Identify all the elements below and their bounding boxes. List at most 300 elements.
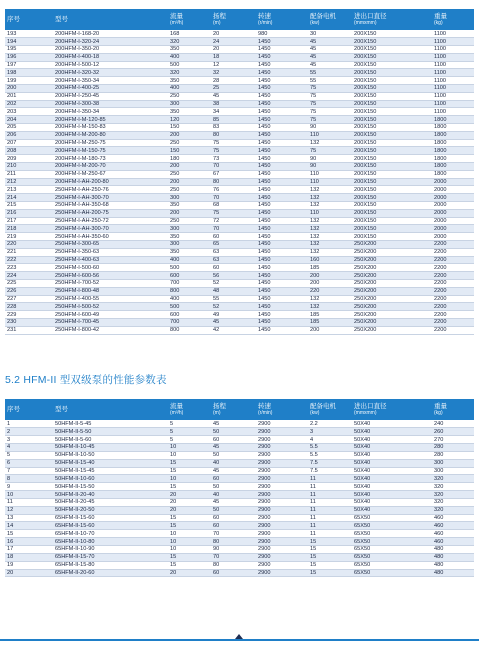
table-cell: 460: [432, 530, 474, 538]
table-cell: 196: [5, 53, 53, 61]
table-cell: 11: [308, 514, 352, 522]
table-cell: 60: [211, 264, 256, 272]
table-cell: 3: [5, 436, 53, 444]
table-header-row: [5, 399, 474, 420]
table-cell: 320: [432, 506, 474, 514]
table-cell: 1450: [256, 61, 308, 69]
table-cell: 216: [5, 209, 53, 217]
table-cell: 50X40: [352, 420, 432, 428]
table-cell: 320: [432, 491, 474, 499]
table-cell: 70: [211, 163, 256, 171]
table-cell: 132: [308, 194, 352, 202]
table-cell: 210: [5, 163, 53, 171]
table-cell: 65HFM-II-10-80: [53, 538, 168, 546]
table-cell: 65X50: [352, 546, 432, 554]
table-cell: 250HFM-I-AH-300-70: [53, 225, 168, 233]
column-header-label: 进出口直径: [354, 402, 387, 410]
table-cell: 400: [168, 256, 211, 264]
table-row: [5, 155, 474, 163]
table-cell: 200X150: [352, 178, 432, 186]
column-header: [352, 9, 432, 30]
table-cell: 75: [308, 108, 352, 116]
table-cell: 132: [308, 186, 352, 194]
table-cell: 52: [211, 303, 256, 311]
table-cell: 4: [5, 444, 53, 452]
table-cell: 200HFM-I-M-180-73: [53, 155, 168, 163]
table-body: [5, 420, 474, 577]
table-cell: 250X200: [352, 248, 432, 256]
column-header-label: 重量: [434, 12, 447, 20]
table-cell: 132: [308, 248, 352, 256]
table-cell: 132: [308, 217, 352, 225]
table-row: [5, 280, 474, 288]
table-row: [5, 225, 474, 233]
table-cell: 205: [5, 124, 53, 132]
table-row: [5, 287, 474, 295]
table-cell: 83: [211, 124, 256, 132]
table-cell: 1800: [432, 139, 474, 147]
table-row: [5, 124, 474, 132]
table-cell: 52: [211, 280, 256, 288]
table-cell: 160: [308, 256, 352, 264]
column-header: [168, 9, 211, 30]
column-header: [432, 9, 474, 30]
table-cell: 50: [211, 483, 256, 491]
table-cell: 55: [211, 295, 256, 303]
table-row: [5, 475, 474, 483]
table-cell: 10: [168, 444, 211, 452]
performance-table-hfm-ii: [5, 399, 474, 577]
table-cell: 200X150: [352, 46, 432, 54]
table-cell: 1100: [432, 85, 474, 93]
column-header-label: 序号: [7, 406, 20, 413]
table-cell: 75: [211, 139, 256, 147]
table-cell: 11: [5, 498, 53, 506]
table-cell: 250X200: [352, 287, 432, 295]
table-cell: 2000: [432, 225, 474, 233]
table-cell: 200HFM-I-250-45: [53, 92, 168, 100]
table-cell: 350: [168, 77, 211, 85]
table-cell: 15: [5, 530, 53, 538]
table-cell: 13: [5, 514, 53, 522]
table-cell: 1100: [432, 61, 474, 69]
table-cell: 200X150: [352, 163, 432, 171]
table-cell: 250HFM-I-500-60: [53, 264, 168, 272]
column-header-label: 转速: [258, 402, 271, 410]
table-cell: 250HFM-I-700-45: [53, 318, 168, 326]
table-cell: 42: [211, 326, 256, 334]
table-cell: 15: [168, 514, 211, 522]
table-cell: 250: [168, 139, 211, 147]
table-cell: 20: [168, 498, 211, 506]
table-row: [5, 163, 474, 171]
table-cell: 80: [211, 538, 256, 546]
table-cell: 17: [5, 546, 53, 554]
table-row: [5, 46, 474, 54]
table-cell: 200: [168, 178, 211, 186]
table-cell: 15: [308, 538, 352, 546]
table-cell: 1450: [256, 92, 308, 100]
table-cell: 185: [308, 318, 352, 326]
table-cell: 1450: [256, 69, 308, 77]
table-cell: 2200: [432, 318, 474, 326]
column-header: [256, 9, 308, 30]
table-cell: 50X40: [352, 483, 432, 491]
table-cell: 1450: [256, 311, 308, 319]
table-cell: 200X150: [352, 147, 432, 155]
table-cell: 50: [211, 506, 256, 514]
table-cell: 65X50: [352, 538, 432, 546]
table-cell: 10: [168, 475, 211, 483]
table-cell: 7.5: [308, 459, 352, 467]
table-cell: 75: [308, 85, 352, 93]
table-cell: 250: [168, 186, 211, 194]
table-cell: 213: [5, 186, 53, 194]
table-cell: 48: [211, 287, 256, 295]
table-cell: 320: [168, 69, 211, 77]
table-cell: 200HFM-I-400-18: [53, 53, 168, 61]
table-cell: 223: [5, 264, 53, 272]
table-cell: 75: [308, 147, 352, 155]
table-row: [5, 553, 474, 561]
table-cell: 250HFM-I-AH-250-72: [53, 217, 168, 225]
table-cell: 2900: [256, 546, 308, 554]
table-cell: 60: [211, 475, 256, 483]
table-cell: 207: [5, 139, 53, 147]
column-header-unit: (kg): [434, 409, 443, 416]
table-cell: 200X150: [352, 225, 432, 233]
table-cell: 250HFM-I-AH-350-68: [53, 202, 168, 210]
table-cell: 90: [308, 124, 352, 132]
table-cell: 50HFM-II-5-60: [53, 436, 168, 444]
table-cell: 2900: [256, 498, 308, 506]
table-cell: 65X50: [352, 553, 432, 561]
table-cell: 1450: [256, 38, 308, 46]
table-cell: 50HFM-II-5-50: [53, 428, 168, 436]
table-cell: 250HFM-I-400-55: [53, 295, 168, 303]
table-cell: 280: [432, 444, 474, 452]
table-cell: 219: [5, 233, 53, 241]
table-cell: 700: [168, 318, 211, 326]
column-header: [5, 9, 53, 30]
section-title: 5.2 HFM-II 型双级泵的性能参数表: [5, 374, 167, 386]
table-cell: 200: [168, 131, 211, 139]
table-cell: 250HFM-I-400-63: [53, 256, 168, 264]
column-header: [256, 399, 308, 420]
performance-table-hfm-i: [5, 9, 474, 335]
column-header: [5, 399, 53, 420]
table-cell: 1800: [432, 116, 474, 124]
table-cell: 50X40: [352, 459, 432, 467]
table-row: [5, 428, 474, 436]
table-row: [5, 451, 474, 459]
table-cell: 250HFM-I-AH-300-70: [53, 194, 168, 202]
table-cell: 600: [168, 311, 211, 319]
table-cell: 2900: [256, 483, 308, 491]
table-cell: 1450: [256, 186, 308, 194]
table-cell: 250: [168, 217, 211, 225]
table-cell: 1450: [256, 116, 308, 124]
table-cell: 63: [211, 256, 256, 264]
table-cell: 76: [211, 186, 256, 194]
table-cell: 200X150: [352, 186, 432, 194]
table-cell: 65X50: [352, 514, 432, 522]
table-cell: 250X200: [352, 241, 432, 249]
table-cell: 65X50: [352, 522, 432, 530]
table-cell: 194: [5, 38, 53, 46]
table-cell: 250HFM-I-300-65: [53, 241, 168, 249]
table-row: [5, 85, 474, 93]
table-cell: 50X40: [352, 475, 432, 483]
table-cell: 1450: [256, 295, 308, 303]
column-header-unit: (kw): [310, 19, 320, 26]
table-cell: 49: [211, 311, 256, 319]
table-cell: 45: [211, 467, 256, 475]
table-cell: 220: [308, 287, 352, 295]
table-cell: 200X150: [352, 124, 432, 132]
table-cell: 60: [211, 436, 256, 444]
table-cell: 200HFM-I-168-20: [53, 30, 168, 38]
table-cell: 200X150: [352, 131, 432, 139]
table-cell: 460: [432, 538, 474, 546]
table-cell: 1450: [256, 202, 308, 210]
table-cell: 50HFM-II-5-45: [53, 420, 168, 428]
table-cell: 15: [308, 553, 352, 561]
table-cell: 45: [308, 53, 352, 61]
table-cell: 11: [308, 522, 352, 530]
table-cell: 225: [5, 280, 53, 288]
table-cell: 50HFM-II-20-45: [53, 498, 168, 506]
table-cell: 1800: [432, 155, 474, 163]
table-row: [5, 30, 474, 38]
table-cell: 24: [211, 38, 256, 46]
table-cell: 75: [308, 100, 352, 108]
table-cell: 2900: [256, 451, 308, 459]
footer-divider: [0, 639, 479, 641]
table-cell: 1450: [256, 124, 308, 132]
table-cell: 5: [5, 451, 53, 459]
table-cell: 2200: [432, 287, 474, 295]
column-header-unit: (r/min): [258, 19, 273, 26]
table-cell: 1450: [256, 303, 308, 311]
table-cell: 168: [168, 30, 211, 38]
table-cell: 200X150: [352, 233, 432, 241]
table-cell: 2900: [256, 428, 308, 436]
table-cell: 110: [308, 170, 352, 178]
table-cell: 15: [308, 569, 352, 577]
table-cell: 218: [5, 225, 53, 233]
column-header-label: 进出口直径: [354, 12, 387, 20]
table-cell: 180: [168, 155, 211, 163]
column-header: [211, 9, 256, 30]
table-cell: 132: [308, 233, 352, 241]
table-cell: 55: [308, 69, 352, 77]
table-cell: 1450: [256, 131, 308, 139]
table-cell: 5: [168, 436, 211, 444]
table-cell: 2900: [256, 522, 308, 530]
table-cell: 200X150: [352, 217, 432, 225]
table-cell: 980: [256, 30, 308, 38]
table-cell: 1450: [256, 264, 308, 272]
table-cell: 1450: [256, 139, 308, 147]
column-header-label: 转速: [258, 12, 271, 20]
table-cell: 10: [168, 546, 211, 554]
table-cell: 1450: [256, 53, 308, 61]
table-cell: 110: [308, 178, 352, 186]
table-cell: 63: [211, 248, 256, 256]
table-cell: 70: [211, 194, 256, 202]
table-row: [5, 561, 474, 569]
table-cell: 400: [168, 53, 211, 61]
table-cell: 132: [308, 139, 352, 147]
table-cell: 250HFM-I-600-49: [53, 311, 168, 319]
table-cell: 1100: [432, 108, 474, 116]
table-cell: 10: [5, 491, 53, 499]
table-row: [5, 248, 474, 256]
table-cell: 65X50: [352, 569, 432, 577]
table-cell: 200HFM-I-M-200-70: [53, 163, 168, 171]
table-cell: 600: [168, 272, 211, 280]
table-cell: 20: [168, 506, 211, 514]
table-cell: 15: [168, 483, 211, 491]
column-header-label: 扬程: [213, 12, 226, 20]
column-header: [211, 399, 256, 420]
table-cell: 202: [5, 100, 53, 108]
table-cell: 34: [211, 108, 256, 116]
table-cell: 50HFM-II-10-50: [53, 451, 168, 459]
table-cell: 65HFM-II-15-60: [53, 514, 168, 522]
table-cell: 200X150: [352, 139, 432, 147]
table-cell: 20: [211, 30, 256, 38]
table-cell: 70: [211, 530, 256, 538]
column-header-label: 配备电机: [310, 402, 336, 410]
table-cell: 200: [5, 85, 53, 93]
table-cell: 1450: [256, 46, 308, 54]
table-cell: 2000: [432, 217, 474, 225]
table-row: [5, 77, 474, 85]
table-cell: 350: [168, 248, 211, 256]
table-cell: 75: [308, 92, 352, 100]
table-cell: 1100: [432, 100, 474, 108]
table-cell: 200HFM-I-400-25: [53, 85, 168, 93]
table-cell: 32: [211, 69, 256, 77]
table-row: [5, 420, 474, 428]
table-cell: 25: [211, 85, 256, 93]
table-cell: 2000: [432, 202, 474, 210]
table-cell: 250X200: [352, 264, 432, 272]
table-cell: 11: [308, 491, 352, 499]
column-header-unit: (m³/h): [170, 409, 184, 416]
table-cell: 50X40: [352, 436, 432, 444]
table-cell: 250: [168, 92, 211, 100]
table-cell: 50HFM-II-10-60: [53, 475, 168, 483]
table-cell: 28: [211, 77, 256, 85]
table-body: [5, 30, 474, 334]
table-cell: 226: [5, 287, 53, 295]
table-cell: 1450: [256, 326, 308, 334]
table-cell: 320: [432, 498, 474, 506]
table-cell: 200X150: [352, 53, 432, 61]
table-cell: 215: [5, 202, 53, 210]
table-cell: 1450: [256, 233, 308, 241]
table-row: [5, 546, 474, 554]
table-cell: 20: [5, 569, 53, 577]
table-cell: 15: [168, 459, 211, 467]
table-cell: 132: [308, 202, 352, 210]
table-row: [5, 217, 474, 225]
table-cell: 250HFM-I-AH-250-76: [53, 186, 168, 194]
column-header-label: 配备电机: [310, 12, 336, 20]
table-cell: 200HFM-I-350-20: [53, 46, 168, 54]
table-row: [5, 303, 474, 311]
table-cell: 1450: [256, 256, 308, 264]
table-cell: 45: [308, 61, 352, 69]
table-cell: 195: [5, 46, 53, 54]
table-cell: 56: [211, 272, 256, 280]
table-cell: 1450: [256, 170, 308, 178]
table-cell: 90: [308, 155, 352, 163]
table-cell: 45: [211, 444, 256, 452]
table-cell: 2900: [256, 514, 308, 522]
column-header: [352, 399, 432, 420]
table-cell: 200HFM-I-M-120-85: [53, 116, 168, 124]
table-row: [5, 444, 474, 452]
table-row: [5, 530, 474, 538]
table-cell: 1450: [256, 241, 308, 249]
column-header-unit: (m): [213, 19, 221, 26]
column-header-unit: (m): [213, 409, 221, 416]
table-cell: 200HFM-I-350-34: [53, 77, 168, 85]
table-cell: 50HFM-II-20-40: [53, 491, 168, 499]
table-row: [5, 295, 474, 303]
table-cell: 11: [308, 498, 352, 506]
table-cell: 200HFM-I-M-150-83: [53, 124, 168, 132]
table-cell: 72: [211, 217, 256, 225]
column-header: [308, 399, 352, 420]
table-cell: 200HFM-I-M-250-67: [53, 170, 168, 178]
table-cell: 209: [5, 155, 53, 163]
table-cell: 65HFM-II-15-70: [53, 553, 168, 561]
table-cell: 2200: [432, 241, 474, 249]
table-cell: 200X150: [352, 30, 432, 38]
table-cell: 1450: [256, 225, 308, 233]
table-cell: 300: [168, 100, 211, 108]
table-row: [5, 241, 474, 249]
table-row: [5, 131, 474, 139]
table-cell: 250HFM-I-800-48: [53, 287, 168, 295]
table-cell: 1100: [432, 46, 474, 54]
table-cell: 1450: [256, 100, 308, 108]
table-row: [5, 311, 474, 319]
table-cell: 200HFM-I-M-200-80: [53, 131, 168, 139]
table-cell: 200: [308, 272, 352, 280]
table-cell: 200X150: [352, 77, 432, 85]
table-cell: 132: [308, 295, 352, 303]
table-row: [5, 116, 474, 124]
table-cell: 300: [432, 467, 474, 475]
table-cell: 200HFM-I-320-24: [53, 38, 168, 46]
table-row: [5, 483, 474, 491]
table-cell: 200: [308, 326, 352, 334]
table-cell: 193: [5, 30, 53, 38]
table-cell: 45: [308, 38, 352, 46]
table-cell: 185: [308, 264, 352, 272]
table-cell: 200X150: [352, 116, 432, 124]
table-cell: 350: [168, 108, 211, 116]
table-cell: 1450: [256, 272, 308, 280]
table-cell: 50X40: [352, 444, 432, 452]
table-cell: 185: [308, 311, 352, 319]
